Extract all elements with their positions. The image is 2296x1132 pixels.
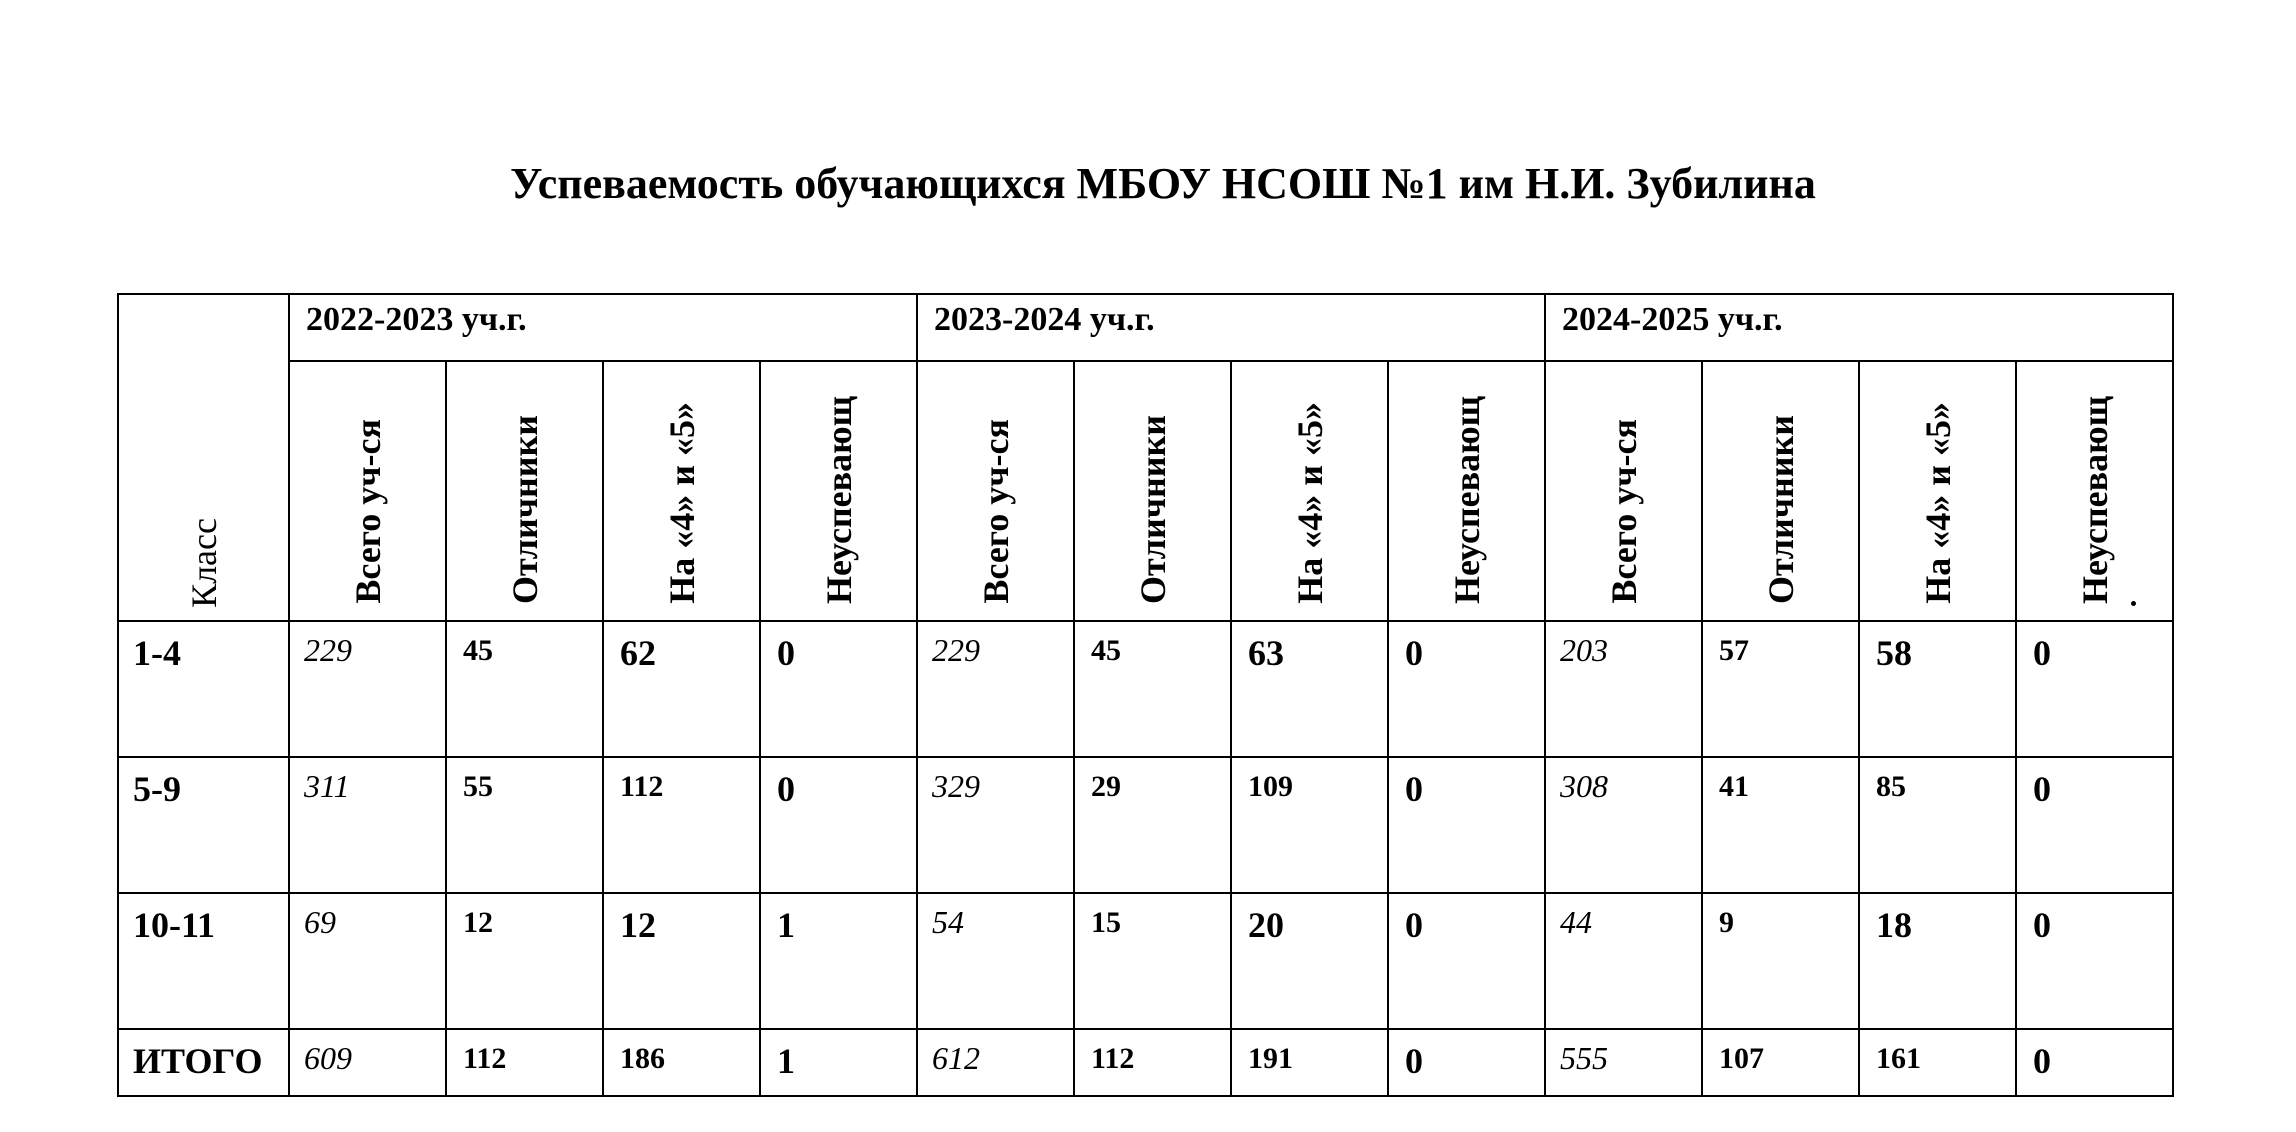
cell-failing: 0 (1388, 1029, 1545, 1096)
cell-good: 112 (603, 757, 760, 893)
year-header: 2022-2023 уч.г. (289, 294, 917, 361)
column-header-cell (1074, 361, 1231, 621)
table-row-total (118, 1029, 2173, 1096)
column-header-excellent: Отличники (1132, 415, 1173, 604)
column-header-excellent: Отличники (1760, 415, 1801, 604)
cell-total: 203 (1545, 621, 1702, 757)
cell-excellent: 112 (446, 1029, 603, 1096)
cell-good: 85 (1859, 757, 2016, 893)
column-header-cell (1231, 361, 1388, 621)
row-label: ИТОГО (118, 1029, 289, 1096)
column-header-cell (2016, 361, 2173, 621)
cell-excellent: 45 (446, 621, 603, 757)
column-header-good: На «4» и «5» (1289, 402, 1330, 604)
cell-good: 63 (1231, 621, 1388, 757)
page-title: Успеваемость обучающихся МБОУ НСОШ №1 им Н.И. Зубилина (510, 159, 1816, 208)
cell-total: 311 (289, 757, 446, 893)
column-header-failing: Неуспевающ (818, 395, 859, 604)
column-header-cell (1859, 361, 2016, 621)
cell-excellent: 112 (1074, 1029, 1231, 1096)
table-row (118, 893, 2173, 1029)
cell-failing: 0 (1388, 893, 1545, 1029)
column-header-cell (917, 361, 1074, 621)
column-header-cell (289, 361, 446, 621)
column-header-cell (603, 361, 760, 621)
cell-excellent: 107 (1702, 1029, 1859, 1096)
cell-good: 191 (1231, 1029, 1388, 1096)
column-header-total: Всего уч-ся (347, 419, 388, 604)
cell-failing: 1 (760, 893, 917, 1029)
cell-good: 109 (1231, 757, 1388, 893)
column-header-cell (1702, 361, 1859, 621)
cell-failing: 0 (1388, 757, 1545, 893)
cell-excellent: 15 (1074, 893, 1231, 1029)
column-header-total: Всего уч-ся (1603, 419, 1644, 604)
column-header-row (118, 361, 2173, 621)
column-header-cell (1388, 361, 1545, 621)
column-header-total: Всего уч-ся (975, 419, 1016, 604)
cell-failing: 0 (760, 757, 917, 893)
row-label: 1-4 (118, 621, 289, 757)
column-header-cell (1545, 361, 1702, 621)
cell-failing: 0 (2016, 621, 2173, 757)
column-header-cell (760, 361, 917, 621)
cell-failing: 0 (2016, 757, 2173, 893)
cell-failing: 0 (1388, 621, 1545, 757)
column-header-good: На «4» и «5» (1917, 402, 1958, 604)
stray-dot (2131, 601, 2136, 606)
cell-excellent: 41 (1702, 757, 1859, 893)
cell-excellent: 45 (1074, 621, 1231, 757)
cell-failing: 1 (760, 1029, 917, 1096)
cell-total: 555 (1545, 1029, 1702, 1096)
column-header-good: На «4» и «5» (661, 402, 702, 604)
year-header-row (118, 294, 2173, 361)
cell-good: 186 (603, 1029, 760, 1096)
cell-excellent: 57 (1702, 621, 1859, 757)
cell-failing: 0 (2016, 1029, 2173, 1096)
row-label: 5-9 (118, 757, 289, 893)
cell-good: 18 (1859, 893, 2016, 1029)
table-row (118, 757, 2173, 893)
row-label: 10-11 (118, 893, 289, 1029)
cell-total: 54 (917, 893, 1074, 1029)
column-header-cell (446, 361, 603, 621)
cell-excellent: 12 (446, 893, 603, 1029)
cell-total: 229 (289, 621, 446, 757)
cell-total: 69 (289, 893, 446, 1029)
cell-excellent: 29 (1074, 757, 1231, 893)
cell-failing: 0 (2016, 893, 2173, 1029)
grades-table (117, 293, 2174, 1097)
year-header: 2023-2024 уч.г. (917, 294, 1545, 361)
table-row (118, 621, 2173, 757)
year-header: 2024-2025 уч.г. (1545, 294, 2173, 361)
cell-total: 329 (917, 757, 1074, 893)
cell-total: 308 (1545, 757, 1702, 893)
cell-excellent: 55 (446, 757, 603, 893)
cell-good: 58 (1859, 621, 2016, 757)
cell-good: 12 (603, 893, 760, 1029)
column-header-failing: Неуспевающ (2074, 395, 2115, 604)
cell-good: 20 (1231, 893, 1388, 1029)
cell-excellent: 9 (1702, 893, 1859, 1029)
cell-failing: 0 (760, 621, 917, 757)
cell-total: 229 (917, 621, 1074, 757)
column-header-excellent: Отличники (504, 415, 545, 604)
cell-total: 609 (289, 1029, 446, 1096)
cell-total: 44 (1545, 893, 1702, 1029)
cell-good: 161 (1859, 1029, 2016, 1096)
class-header-label: Класс (183, 518, 224, 608)
cell-total: 612 (917, 1029, 1074, 1096)
class-header-cell (118, 294, 289, 621)
column-header-failing: Неуспевающ (1446, 395, 1487, 604)
cell-good: 62 (603, 621, 760, 757)
